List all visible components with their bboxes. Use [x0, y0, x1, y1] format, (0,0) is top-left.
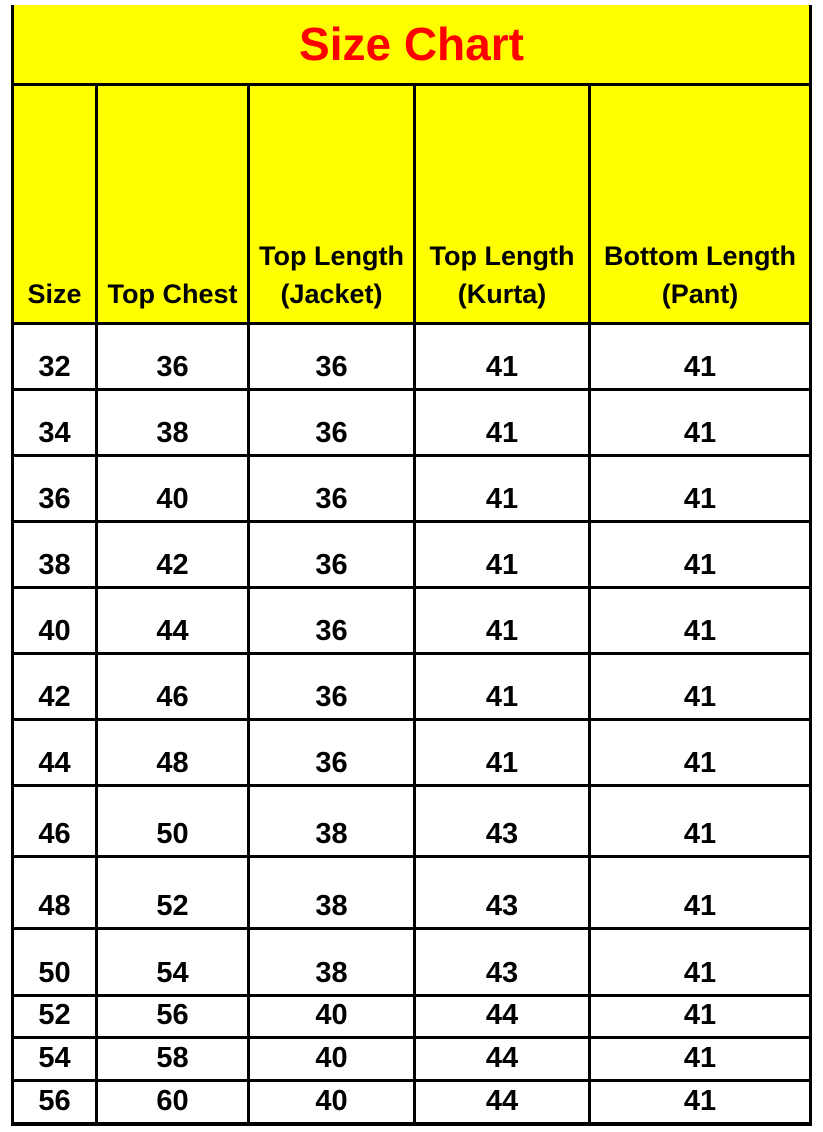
table-cell: 36 [250, 391, 413, 454]
table-cell: 48 [98, 721, 247, 784]
table-cell: 40 [250, 1082, 413, 1122]
table-cell: 36 [250, 325, 413, 388]
table-cell: 36 [14, 457, 95, 520]
table-cell: 56 [14, 1082, 95, 1122]
table-cell: 44 [416, 1082, 588, 1122]
table-cell: 41 [591, 858, 809, 927]
table-cell: 48 [14, 858, 95, 927]
table-cell: 58 [98, 1039, 247, 1079]
table-cell: 54 [14, 1039, 95, 1079]
column-header-label: Bottom Length [604, 241, 796, 272]
table-cell: 41 [591, 1039, 809, 1079]
column-header-top-length [250, 86, 413, 322]
size-chart-title: Size Chart [14, 5, 809, 83]
table-cell: 41 [591, 997, 809, 1036]
table-cell: 41 [591, 787, 809, 855]
column-header-label: Top Length [259, 241, 404, 272]
table-cell: 32 [14, 325, 95, 388]
table-cell: 38 [250, 787, 413, 855]
table-cell: 46 [98, 655, 247, 718]
column-header-label: Top Chest [107, 279, 238, 310]
table-cell: 40 [250, 1039, 413, 1079]
table-cell: 40 [98, 457, 247, 520]
table-cell: 52 [98, 858, 247, 927]
table-cell: 36 [250, 589, 413, 652]
table-cell: 42 [98, 523, 247, 586]
column-header-top-length [416, 86, 588, 322]
table-cell: 41 [416, 655, 588, 718]
size-table [11, 5, 812, 1126]
table-cell: 36 [250, 721, 413, 784]
column-header-label: Top Length [429, 241, 575, 272]
table-cell: 36 [98, 325, 247, 388]
table-cell: 41 [591, 655, 809, 718]
table-cell: 36 [250, 655, 413, 718]
table-cell: 43 [416, 787, 588, 855]
column-header-top-chest [98, 86, 247, 322]
table-cell: 38 [250, 930, 413, 994]
table-cell: 40 [14, 589, 95, 652]
table-cell: 52 [14, 997, 95, 1036]
table-cell: 44 [416, 1039, 588, 1079]
table-cell: 41 [416, 457, 588, 520]
table-cell: 41 [416, 325, 588, 388]
table-cell: 42 [14, 655, 95, 718]
column-header-label: Size [27, 279, 82, 310]
table-cell: 60 [98, 1082, 247, 1122]
table-cell: 41 [591, 457, 809, 520]
table-cell: 36 [250, 457, 413, 520]
table-cell: 56 [98, 997, 247, 1036]
column-header-bottom-length [591, 86, 809, 322]
table-cell: 46 [14, 787, 95, 855]
table-cell: 41 [591, 523, 809, 586]
column-header-sublabel: (Pant) [661, 279, 739, 310]
table-cell: 41 [416, 721, 588, 784]
table-cell: 41 [591, 930, 809, 994]
table-cell: 38 [250, 858, 413, 927]
table-cell: 41 [416, 523, 588, 586]
table-cell: 44 [416, 997, 588, 1036]
table-cell: 44 [14, 721, 95, 784]
table-cell: 50 [14, 930, 95, 994]
table-cell: 38 [14, 523, 95, 586]
table-cell: 41 [416, 589, 588, 652]
table-cell: 36 [250, 523, 413, 586]
table-cell: 54 [98, 930, 247, 994]
table-cell: 40 [250, 997, 413, 1036]
table-cell: 50 [98, 787, 247, 855]
column-header-sublabel: (Jacket) [280, 279, 383, 310]
table-cell: 44 [98, 589, 247, 652]
column-header-size [14, 86, 95, 322]
table-cell: 41 [591, 589, 809, 652]
table-cell: 34 [14, 391, 95, 454]
table-cell: 41 [591, 391, 809, 454]
table-cell: 41 [591, 325, 809, 388]
column-header-sublabel: (Kurta) [457, 279, 547, 310]
table-cell: 41 [591, 1082, 809, 1122]
table-cell: 41 [416, 391, 588, 454]
table-cell: 41 [591, 721, 809, 784]
table-cell: 43 [416, 930, 588, 994]
table-cell: 38 [98, 391, 247, 454]
table-cell: 43 [416, 858, 588, 927]
